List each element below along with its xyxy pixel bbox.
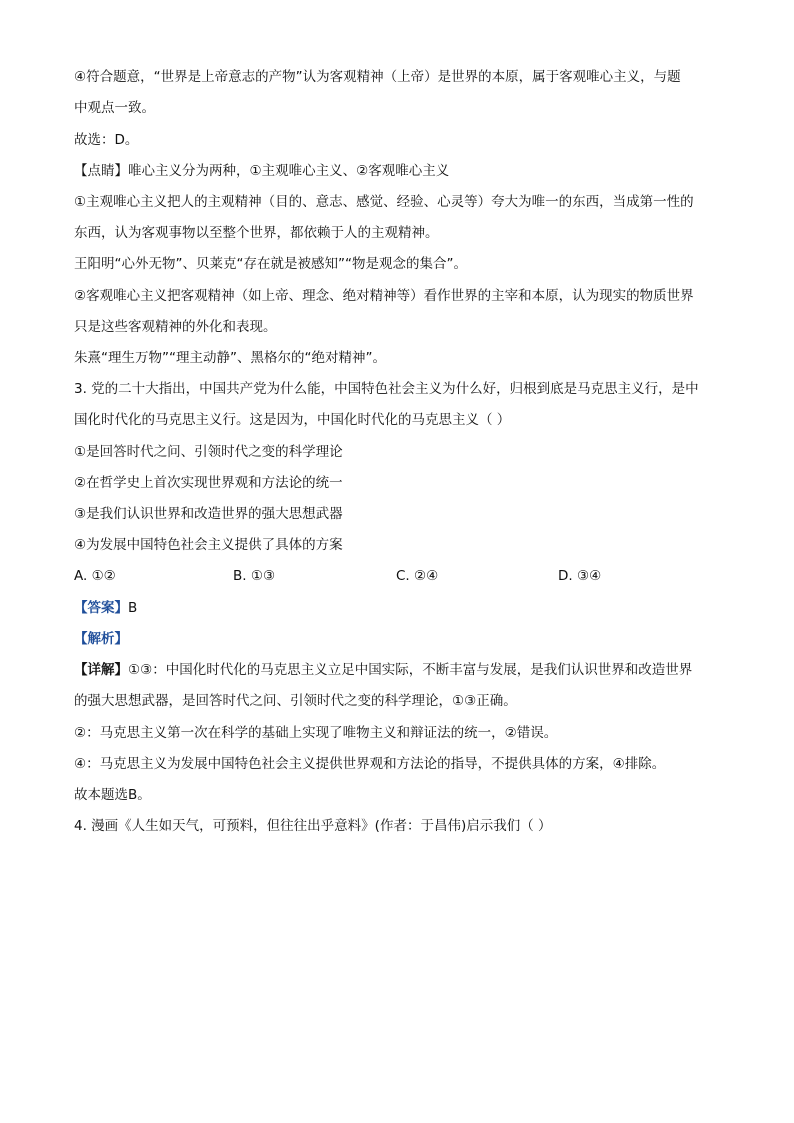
question-3-analysis-line (74, 629, 734, 649)
question-4-stem: 4. 漫画《人生如天气，可预料，但往往出乎意料》(作者：于昌伟)启示我们（ ） (74, 818, 552, 834)
tips-objective-line-1: ②客观唯心主义把客观精神（如上帝、理念、绝对精神等）看作世界的主宰和本原，认为现实的物质世界 (74, 288, 694, 304)
question-3-statement-3: ③是我们认识世界和改造世界的强大思想武器 (74, 506, 343, 522)
question-3-conclusion: 故本题选B。 (74, 787, 151, 803)
tips-objective-line-2: 只是这些客观精神的外化和表现。 (74, 319, 277, 335)
tips-intro-line (74, 161, 734, 181)
question-3-stem-line-1: 3. 党的二十大指出，中国共产党为什么能，中国特色社会主义为什么好，归根到底是马克思主义行，是中 (74, 381, 699, 397)
tips-objective-examples: 朱熹“理生万物”“理主动静”、黑格尔的“绝对精神”。 (74, 350, 386, 366)
question-3-option-a: A. ①② (74, 568, 116, 584)
question-3-option-b: B. ①③ (233, 568, 276, 584)
answer-value: B (128, 600, 138, 616)
question-3-statement-1: ①是回答时代之问、引领时代之变的科学理论 (74, 444, 343, 460)
prev-answer-line-1: ④符合题意，“世界是上帝意志的产物”认为客观精神（上帝）是世界的本原，属于客观唯心主义，与题 (74, 69, 681, 85)
tips-subjective-examples: 王阳明“心外无物”、贝莱克“存在就是被感知”“物是观念的集合”。 (74, 256, 467, 272)
detail-text-1: ①③：中国化时代化的马克思主义立足中国实际，不断丰富与发展，是我们认识世界和改造世界 (128, 662, 693, 678)
question-3-detail-line-2: 的强大思想武器，是回答时代之问、引领时代之变的科学理论，①③正确。 (74, 693, 517, 709)
question-3-statement-4: ④为发展中国特色社会主义提供了具体的方案 (74, 537, 343, 553)
analysis-tag: 【解析】 (74, 631, 128, 647)
question-3-answer-line (74, 598, 734, 618)
question-3-statement-2: ②在哲学史上首次实现世界观和方法论的统一 (74, 475, 343, 491)
answer-tag: 【答案】 (74, 600, 128, 616)
question-3-detail-line-1 (74, 660, 734, 680)
tips-subjective-line-1: ①主观唯心主义把人的主观精神（目的、意志、感觉、经验、心灵等）夸大为唯一的东西，当成第一性的 (74, 194, 694, 210)
prev-answer-conclusion: 故选：D。 (74, 132, 139, 148)
prev-answer-line-2: 中观点一致。 (74, 100, 155, 116)
tips-intro: 唯心主义分为两种，①主观唯心主义、②客观唯心主义 (128, 163, 450, 179)
question-3-detail-line-4: ④：马克思主义为发展中国特色社会主义提供世界观和方法论的指导，不提供具体的方案，④排除。 (74, 756, 666, 772)
question-3-stem-line-2: 国化时代化的马克思主义行。这是因为，中国化时代化的马克思主义（ ） (74, 412, 511, 428)
question-3-option-d: D. ③④ (558, 568, 602, 584)
tips-tag: 【点睛】 (74, 163, 128, 179)
question-3-detail-line-3: ②：马克思主义第一次在科学的基础上实现了唯物主义和辩证法的统一，②错误。 (74, 725, 558, 741)
tips-subjective-line-2: 东西，认为客观事物以至整个世界，都依赖于人的主观精神。 (74, 225, 439, 241)
question-3-option-c: C. ②④ (396, 568, 439, 584)
detail-tag: 【详解】 (74, 662, 128, 678)
